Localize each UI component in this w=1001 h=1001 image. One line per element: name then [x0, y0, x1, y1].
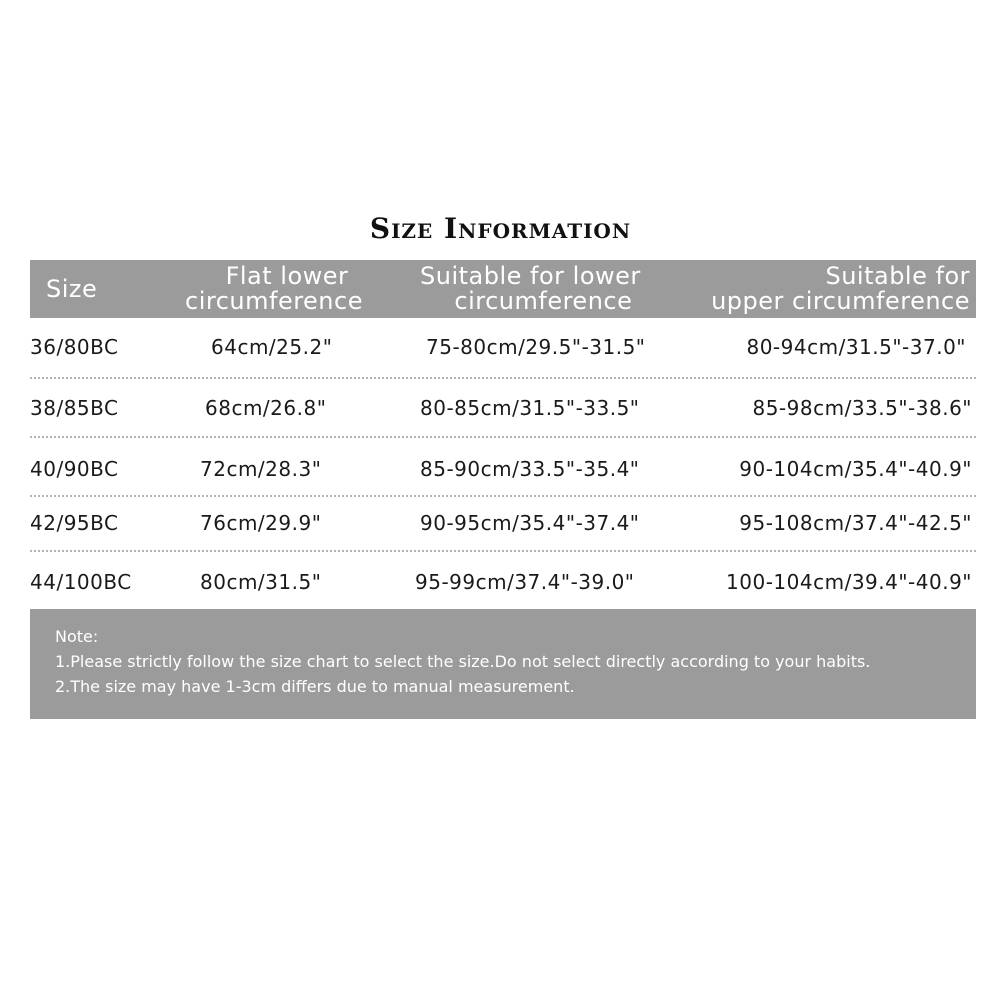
table-row [30, 457, 976, 487]
header-suitable-lower-line1: Suitable for lower [420, 262, 641, 290]
cell-suitable-upper: 85-98cm/33.5"-38.6" [752, 396, 972, 420]
cell-suitable-upper: 95-108cm/37.4"-42.5" [739, 511, 972, 535]
cell-suitable-lower: 95-99cm/37.4"-39.0" [415, 570, 635, 594]
header-size: Size [46, 275, 98, 303]
table-row [30, 335, 976, 365]
cell-size: 44/100BC [30, 570, 132, 594]
header-flat-lower-line1: Flat lower [225, 262, 349, 290]
table-row [30, 570, 976, 600]
page-title: Size Information [369, 212, 632, 245]
cell-suitable-upper: 80-94cm/31.5"-37.0" [746, 335, 966, 359]
header-flat-lower-circumference [185, 264, 363, 314]
cell-size: 42/95BC [30, 511, 119, 535]
cell-suitable-lower: 90-95cm/35.4"-37.4" [420, 511, 640, 535]
note-heading: Note: [55, 627, 99, 646]
header-suitable-lower-line2: circumference [454, 287, 633, 315]
note-line-1: 1.Please strictly follow the size chart to select the size.Do not select directly according to your habits. [55, 652, 871, 671]
header-flat-lower-line2: circumference [185, 287, 363, 315]
note-box [30, 609, 976, 719]
cell-size: 40/90BC [30, 457, 119, 481]
table-row [30, 396, 976, 426]
cell-flat-lower: 68cm/26.8" [205, 396, 327, 420]
cell-size: 36/80BC [30, 335, 119, 359]
table-row [30, 511, 976, 541]
table-header [30, 260, 976, 318]
header-suitable-upper-line1: Suitable for [825, 262, 970, 290]
header-suitable-upper-circumference [711, 264, 970, 314]
row-divider [30, 495, 976, 497]
cell-suitable-lower: 75-80cm/29.5"-31.5" [426, 335, 646, 359]
row-divider [30, 436, 976, 438]
cell-size: 38/85BC [30, 396, 119, 420]
cell-flat-lower: 72cm/28.3" [200, 457, 322, 481]
row-divider [30, 550, 976, 552]
note-line-2: 2.The size may have 1-3cm differs due to manual measurement. [55, 677, 575, 696]
cell-flat-lower: 76cm/29.9" [200, 511, 322, 535]
cell-flat-lower: 64cm/25.2" [211, 335, 333, 359]
row-divider [30, 377, 976, 379]
cell-flat-lower: 80cm/31.5" [200, 570, 322, 594]
header-suitable-upper-line2: upper circumference [711, 287, 970, 315]
cell-suitable-upper: 100-104cm/39.4"-40.9" [726, 570, 972, 594]
cell-suitable-lower: 80-85cm/31.5"-33.5" [420, 396, 640, 420]
cell-suitable-upper: 90-104cm/35.4"-40.9" [739, 457, 972, 481]
header-suitable-lower-circumference [420, 264, 641, 314]
cell-suitable-lower: 85-90cm/33.5"-35.4" [420, 457, 640, 481]
